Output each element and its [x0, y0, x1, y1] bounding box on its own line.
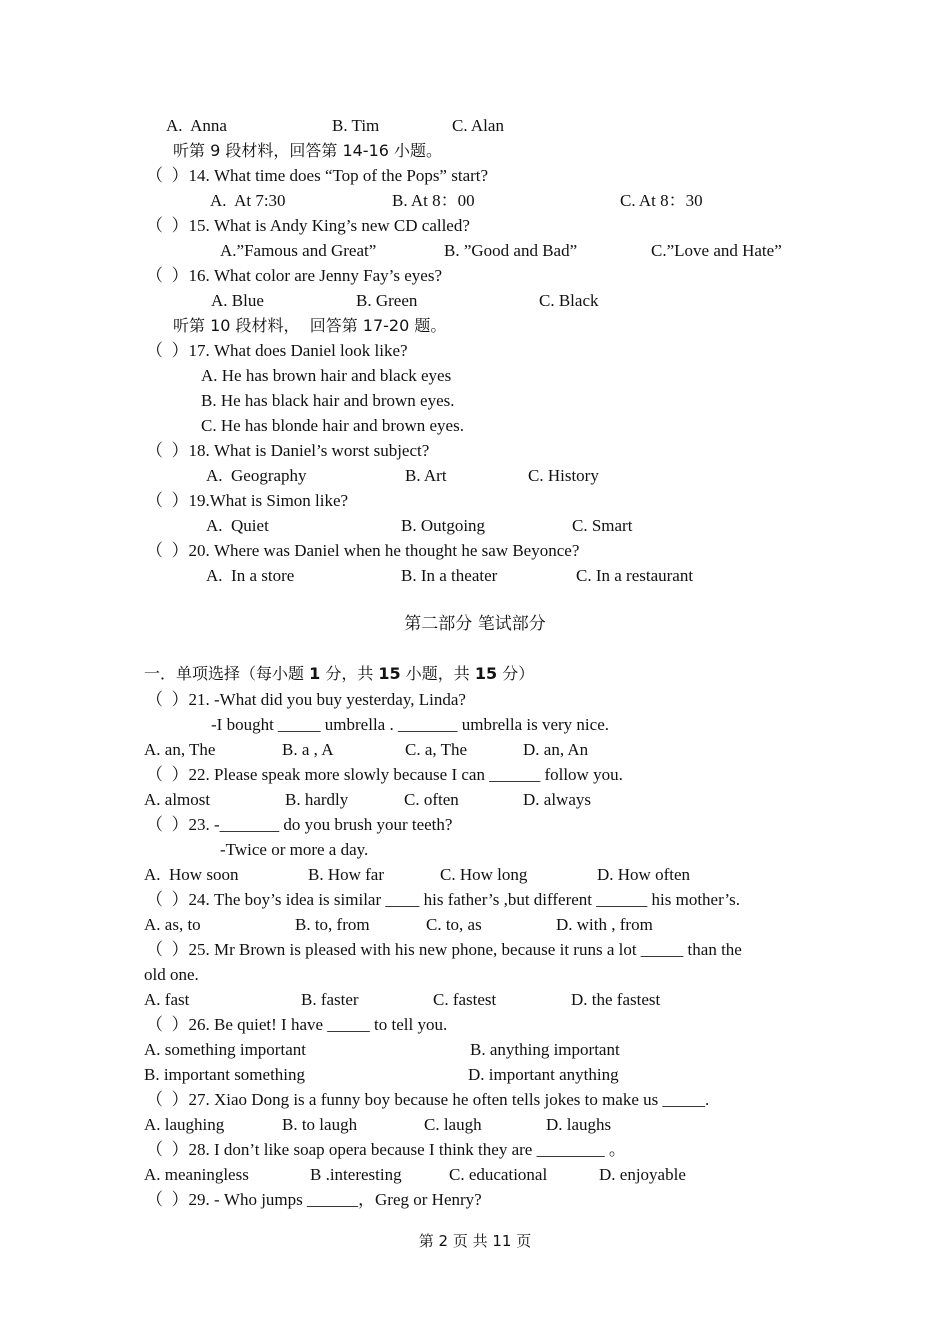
q18-option-a: A. Geography: [206, 466, 307, 485]
q27-text: （ ）27. Xiao Dong is a funny boy because he often tells jokes to make us _____.: [146, 1090, 710, 1109]
q19-option-c: C. Smart: [572, 516, 633, 535]
section-1-heading: 一．单项选择（每小题 1 分，共 15 小题，共 15 分）: [144, 664, 535, 683]
q13-option-a: A. Anna: [166, 116, 227, 135]
q16-text: （ ）16. What color are Jenny Fay’s eyes?: [146, 266, 442, 285]
q15-option-a: A.”Famous and Great”: [220, 241, 377, 260]
q19-option-a: A. Quiet: [206, 516, 269, 535]
q23-line2: -Twice or more a day.: [220, 840, 369, 859]
q15-option-b: B. ”Good and Bad”: [444, 241, 578, 260]
q20-option-b: B. In a theater: [401, 566, 498, 585]
q21-text: （ ）21. -What did you buy yesterday, Linda?: [146, 690, 466, 709]
q25-option-b: B. faster: [301, 990, 359, 1009]
q21-line2: -I bought _____ umbrella . _______ umbrella is very nice.: [211, 715, 609, 734]
q21-option-b: B. a , A: [282, 740, 334, 759]
q23-text: （ ）23. -_______ do you brush your teeth?: [146, 815, 453, 834]
q25-text: （ ）25. Mr Brown is pleased with his new phone, because it runs a lot _____ than the: [146, 940, 742, 959]
q19-option-b: B. Outgoing: [401, 516, 486, 535]
q24-option-c: C. to, as: [426, 915, 482, 934]
q27-option-b: B. to laugh: [282, 1115, 358, 1134]
q19-text: （ ）19.What is Simon like?: [146, 491, 349, 510]
q28-option-a: A. meaningless: [144, 1165, 249, 1184]
q14-text: （ ）14. What time does “Top of the Pops” start?: [146, 166, 489, 185]
q14-option-b: B. At 8：00: [392, 191, 475, 210]
q28-text: （ ）28. I don’t like soap opera because I think they are ________ 。: [146, 1140, 626, 1159]
q29-text: （ ）29. - Who jumps ______，Greg or Henry?: [146, 1190, 482, 1209]
q27-option-d: D. laughs: [546, 1115, 612, 1134]
q15-text: （ ）15. What is Andy King’s new CD called?: [146, 216, 470, 235]
q18-option-b: B. Art: [405, 466, 447, 485]
q24-option-b: B. to, from: [295, 915, 370, 934]
q26-option-d: D. important anything: [468, 1065, 619, 1084]
q18-option-c: C. History: [528, 466, 599, 485]
q26-option-c: B. important something: [144, 1065, 306, 1084]
q23-option-d: D. How often: [597, 865, 691, 884]
q21-option-d: D. an, An: [523, 740, 589, 759]
q22-option-a: A. almost: [144, 790, 211, 809]
page-footer: 第 2 页 共 11 页: [418, 1232, 532, 1250]
q22-option-d: D. always: [523, 790, 591, 809]
q28-option-c: C. educational: [449, 1165, 548, 1184]
q27-option-c: C. laugh: [424, 1115, 482, 1134]
q22-option-c: C. often: [404, 790, 459, 809]
q16-option-c: C. Black: [539, 291, 599, 310]
q13-option-c: C. Alan: [452, 116, 504, 135]
q25-option-d: D. the fastest: [571, 990, 661, 1009]
q15-option-c: C.”Love and Hate”: [651, 241, 782, 260]
q23-option-a: A. How soon: [144, 865, 239, 884]
q20-option-c: C. In a restaurant: [576, 566, 694, 585]
q17-text: （ ）17. What does Daniel look like?: [146, 341, 408, 360]
q17-option-a: A. He has brown hair and black eyes: [201, 366, 452, 385]
q22-option-b: B. hardly: [285, 790, 349, 809]
q14-option-a: A. At 7:30: [210, 191, 286, 210]
q24-text: （ ）24. The boy’s idea is similar ____ his father’s ,but different ______ his mother’s.: [146, 890, 740, 909]
q16-option-a: A. Blue: [211, 291, 264, 310]
q21-option-a: A. an, The: [144, 740, 216, 759]
q13-option-b: B. Tim: [332, 116, 380, 135]
q17-option-b: B. He has black hair and brown eyes.: [201, 391, 455, 410]
q20-option-a: A. In a store: [206, 566, 295, 585]
q16-option-b: B. Green: [356, 291, 418, 310]
q24-option-a: A. as, to: [144, 915, 201, 934]
q27-option-a: A. laughing: [144, 1115, 225, 1134]
q25-option-a: A. fast: [144, 990, 190, 1009]
q23-option-b: B. How far: [308, 865, 385, 884]
section-10-instruction: 听第 10 段材料， 回答第 17-20 题。: [173, 316, 447, 335]
q28-option-d: D. enjoyable: [599, 1165, 686, 1184]
q25-line2: old one.: [144, 965, 199, 984]
q20-text: （ ）20. Where was Daniel when he thought he saw Beyonce?: [146, 541, 580, 560]
q21-option-c: C. a, The: [405, 740, 468, 759]
q26-option-b: B. anything important: [470, 1040, 620, 1059]
q25-option-c: C. fastest: [433, 990, 497, 1009]
q26-option-a: A. something important: [144, 1040, 306, 1059]
q24-option-d: D. with , from: [556, 915, 653, 934]
q18-text: （ ）18. What is Daniel’s worst subject?: [146, 441, 430, 460]
section-9-instruction: 听第 9 段材料，回答第 14-16 小题。: [173, 141, 443, 160]
part-2-heading: 第二部分 笔试部分: [404, 614, 546, 634]
q28-option-b: B .interesting: [310, 1165, 402, 1184]
q14-option-c: C. At 8：30: [620, 191, 703, 210]
q23-option-c: C. How long: [440, 865, 528, 884]
q26-text: （ ）26. Be quiet! I have _____ to tell you.: [146, 1015, 448, 1034]
q22-text: （ ）22. Please speak more slowly because I can ______ follow you.: [146, 765, 623, 784]
q17-option-c: C. He has blonde hair and brown eyes.: [201, 416, 464, 435]
